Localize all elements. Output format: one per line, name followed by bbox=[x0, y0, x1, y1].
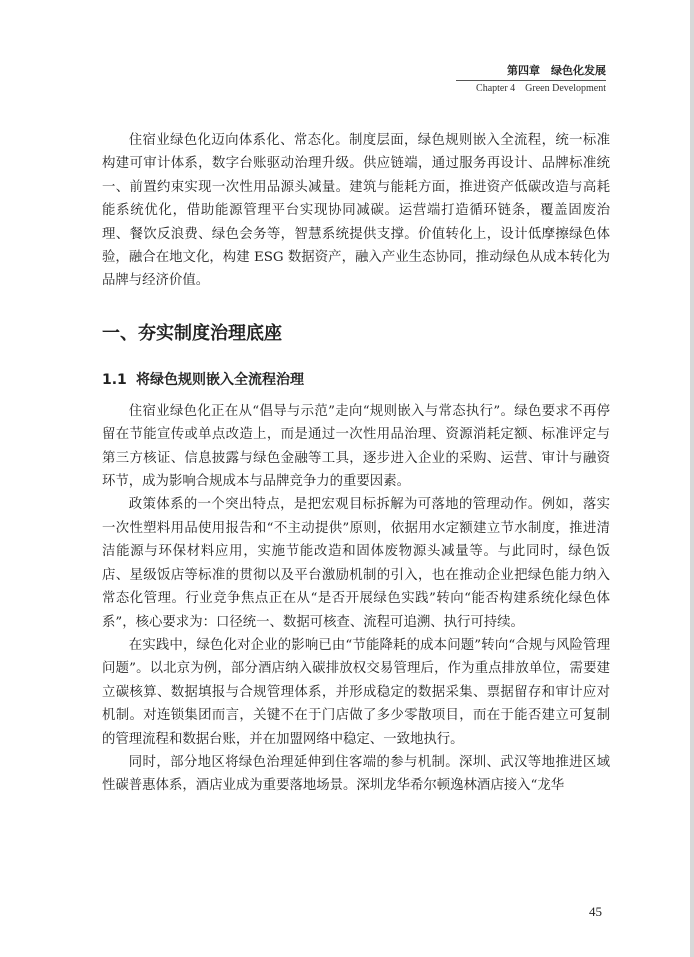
body-paragraph: 住宿业绿色化正在从“倡导与示范”走向“规则嵌入与常态执行”。绿色要求不再停留在节能宣传或单点改造上，而是通过一次性用品治理、资源消耗定额、标准评定与第三方核证、信息披露与绿色金融等工具，逐步进入企业的采购、运营、审计与融资环节，成为影响合规成本与品牌竞争力的重要因素。 bbox=[102, 403, 610, 490]
running-header bbox=[456, 64, 606, 95]
subsection-heading bbox=[102, 370, 610, 390]
body-paragraph: 同时，部分地区将绿色治理延伸到住客端的参与机制。深圳、武汉等地推进区域性碳普惠体系，酒店业成为重要落地场景。深圳龙华希尔顿逸林酒店接入“龙华 bbox=[102, 754, 610, 794]
page-body bbox=[102, 129, 610, 798]
chapter-title-en: Chapter 4 Green Development bbox=[476, 83, 606, 94]
section-heading: 一、夯实制度治理底座 bbox=[102, 322, 282, 344]
page-edge bbox=[690, 0, 694, 957]
body-paragraph: 在实践中，绿色化对企业的影响已由“节能降耗的成本问题”转向“合规与风险管理问题”。以北京为例，部分酒店纳入碳排放权交易管理后，作为重点排放单位，需要建立碳核算、数据填报与合规管理体系，并形成稳定的数据采集、票据留存和审计应对机制。对连锁集团而言，关键不在于门店做了多少零散项目，而在于能否建立可复制的管理流程和数据台账，并在加盟网络中稳定、一致地执行。 bbox=[102, 637, 610, 747]
chapter-title-zh: 第四章 绿色化发展 bbox=[507, 64, 606, 77]
subsection-title: 将绿色规则嵌入全流程治理 bbox=[136, 371, 304, 388]
subsection-number: 1.1 bbox=[102, 371, 127, 388]
intro-paragraph: 住宿业绿色化迈向体系化、常态化。制度层面，绿色规则嵌入全流程，统一标准构建可审计体系，数字台账驱动治理升级。供应链端，通过服务再设计、品牌标准统一、前置约束实现一次性用品源头减量。建筑与能耗方面，推进资产低碳改造与高耗能系统优化，借助能源管理平台实现协同减碳。运营端打造循环链条，覆盖固废治理、餐饮反浪费、绿色会务等，智慧系统提供支撑。价值转化上，设计低摩擦绿色体验，融合在地文化，构建 ESG 数据资产，融入产业生态协同，推动绿色从成本转化为品牌与经济价值。 bbox=[102, 133, 610, 289]
page-number: 45 bbox=[589, 904, 602, 919]
body-paragraph: 政策体系的一个突出特点，是把宏观目标拆解为可落地的管理动作。例如，落实一次性塑料用品使用报告和“不主动提供”原则，依据用水定额建立节水制度，推进清洁能源与环保材料应用，实施节能改造和固体废物源头减量等。与此同时，绿色饭店、星级饭店等标准的贯彻以及平台激励机制的引入，也在推动企业把绿色能力纳入常态化管理。行业竞争焦点正在从“是否开展绿色实践”转向“能否构建系统化绿色体系”，核心要求为：口径统一、数据可核查、流程可追溯、执行可持续。 bbox=[102, 497, 610, 630]
